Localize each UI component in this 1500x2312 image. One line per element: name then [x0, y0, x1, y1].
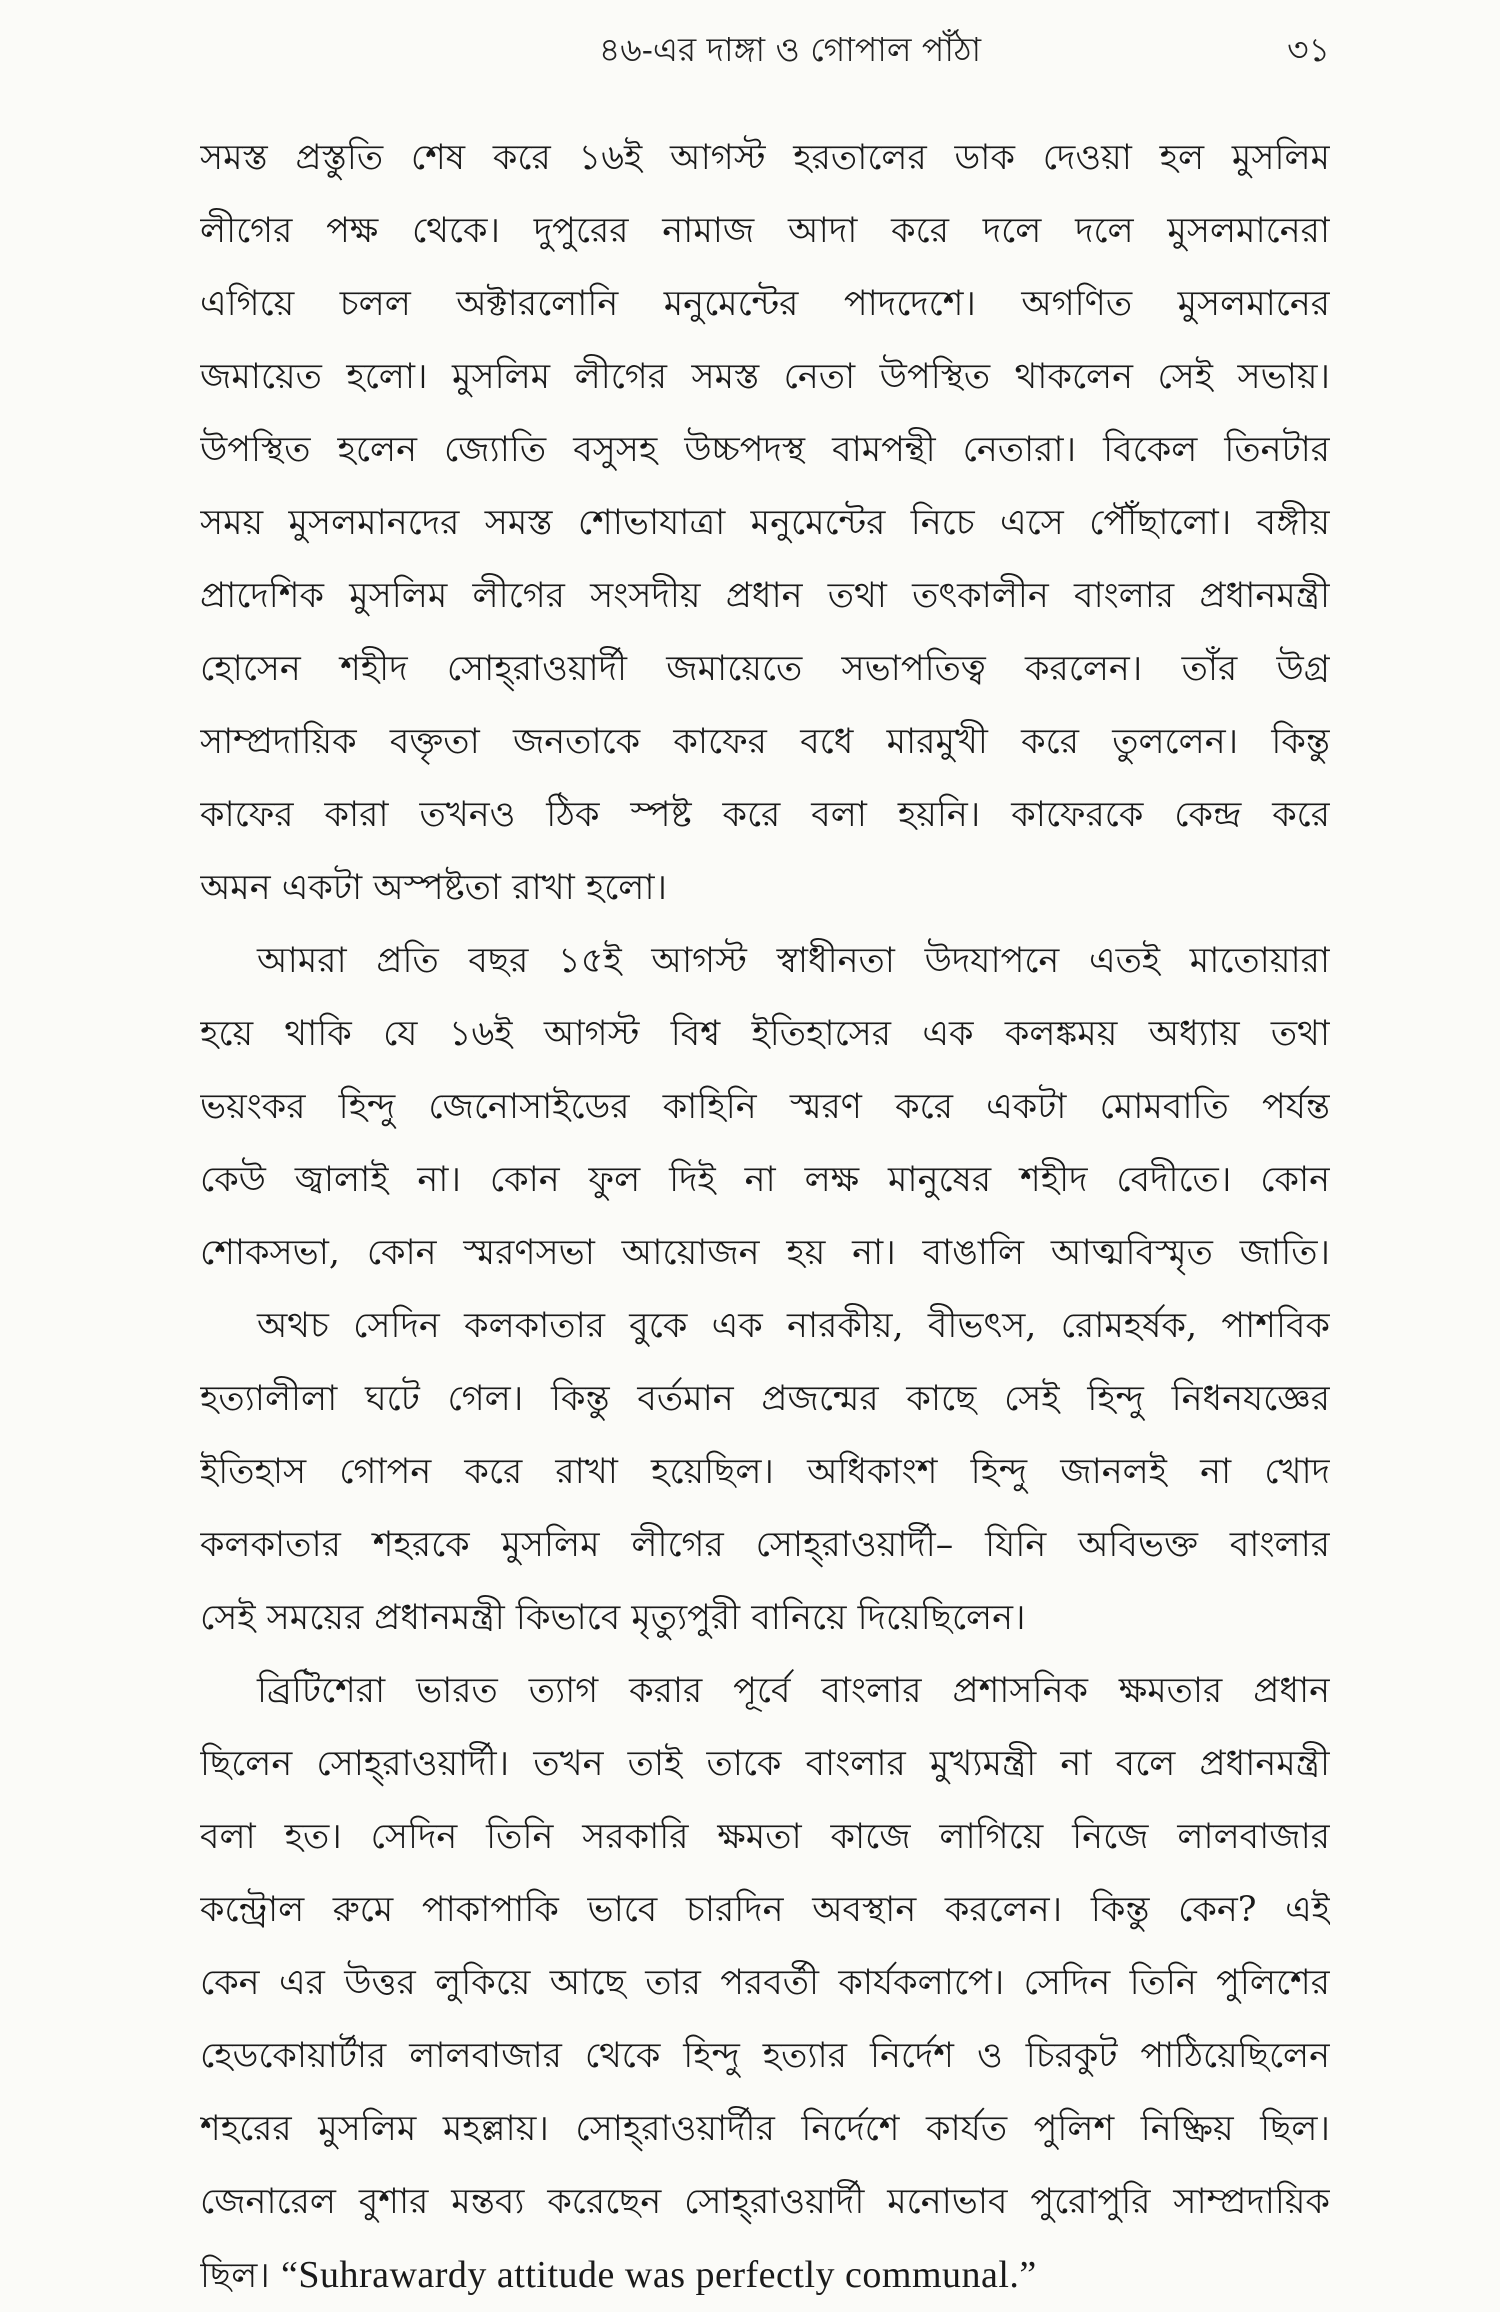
text-line: অমন একটা অস্পষ্টতা রাখা হলো।: [200, 868, 668, 908]
text-line: হেডকোয়ার্টার লালবাজার থেকে হিন্দু হত্যার নির্দেশ ও চিরকুট পাঠিয়েছিলেন: [200, 2036, 1330, 2076]
line-prefix: ছিল।: [200, 2256, 281, 2296]
text-line: ব্রিটিশেরা ভারত ত্যাগ করার পূর্বে বাংলার প্রশাসনিক ক্ষমতার প্রধান: [257, 1671, 1330, 1711]
paragraph-3: [200, 1290, 1330, 1655]
text-line: জেনারেল বুশার মন্তব্য করেছেন সোহ্‌রাওয়ার্দী মনোভাব পুরোপুরি সাম্প্রদায়িক: [200, 2182, 1330, 2222]
text-line: হত্যালীলা ঘটে গেল। কিন্তু বর্তমান প্রজন্মের কাছে সেই হিন্দু নিধনযজ্ঞের: [200, 1379, 1330, 1419]
body-text: [200, 122, 1330, 2296]
text-line: কলকাতার শহরকে মুসলিম লীগের সোহ্‌রাওয়ার্দী– যিনি অবিভক্ত বাংলার: [200, 1525, 1330, 1565]
text-line: প্রাদেশিক মুসলিম লীগের সংসদীয় প্রধান তথা তৎকালীন বাংলার প্রধানমন্ত্রী: [200, 576, 1330, 616]
page-number: ৩১: [1287, 30, 1330, 69]
text-line: অথচ সেদিন কলকাতার বুকে এক নারকীয়, বীভৎস, রোমহর্ষক, পাশবিক: [257, 1306, 1330, 1346]
text-line: সেই সময়ের প্রধানমন্ত্রী কিভাবে মৃত্যুপুরী বানিয়ে দিয়েছিলেন।: [200, 1598, 1026, 1638]
text-line: লীগের পক্ষ থেকে। দুপুরের নামাজ আদা করে দলে দলে মুসলমানেরা: [200, 211, 1330, 251]
text-line: ছিলেন সোহ্‌রাওয়ার্দী। তখন তাই তাকে বাংলার মুখ্যমন্ত্রী না বলে প্রধানমন্ত্রী: [200, 1744, 1330, 1784]
text-line: সময় মুসলমানদের সমস্ত শোভাযাত্রা মনুমেন্টের নিচে এসে পৌঁছালো। বঙ্গীয়: [200, 503, 1330, 543]
text-line: ইতিহাস গোপন করে রাখা হয়েছিল। অধিকাংশ হিন্দু জানলই না খোদ: [200, 1452, 1330, 1492]
running-title: ৪৬-এর দাঙ্গা ও গোপাল পাঁঠা: [598, 30, 982, 69]
text-line: বলা হত। সেদিন তিনি সরকারি ক্ষমতা কাজে লাগিয়ে নিজে লালবাজার: [200, 1817, 1330, 1857]
english-quote: “Suhrawardy attitude was perfectly communal.”: [280, 2254, 1037, 2296]
text-line: [200, 2239, 1330, 2312]
text-line: হয়ে থাকি যে ১৬ই আগস্ট বিশ্ব ইতিহাসের এক কলঙ্কময় অধ্যায় তথা: [200, 1014, 1330, 1054]
text-line: আমরা প্রতি বছর ১৫ই আগস্ট স্বাধীনতা উদযাপনে এতই মাতোয়ারা: [257, 941, 1330, 981]
text-line: উপস্থিত হলেন জ্যোতি বসুসহ উচ্চপদস্থ বামপন্থী নেতারা। বিকেল তিনটার: [200, 430, 1330, 470]
text-line: জমায়েত হলো। মুসলিম লীগের সমস্ত নেতা উপস্থিত থাকলেন সেই সভায়।: [200, 357, 1330, 397]
text-line: কাফের কারা তখনও ঠিক স্পষ্ট করে বলা হয়নি। কাফেরকে কেন্দ্র করে: [200, 795, 1330, 835]
text-line: শোকসভা, কোন স্মরণসভা আয়োজন হয় না। বাঙালি আত্মবিস্মৃত জাতি।: [200, 1233, 1330, 1273]
text-line: কেউ জ্বালাই না। কোন ফুল দিই না লক্ষ মানুষের শহীদ বেদীতে। কোন: [200, 1160, 1330, 1200]
text-line: এগিয়ে চলল অক্টারলোনি মনুমেন্টের পাদদেশে। অগণিত মুসলমানের: [200, 284, 1330, 324]
text-line: কন্ট্রোল রুমে পাকাপাকি ভাবে চারদিন অবস্থান করলেন। কিন্তু কেন? এই: [200, 1890, 1330, 1930]
text-line: শহরের মুসলিম মহল্লায়। সোহ্‌রাওয়ার্দীর নির্দেশে কার্যত পুলিশ নিষ্ক্রিয় ছিল।: [200, 2109, 1330, 2149]
paragraph-1: [200, 122, 1330, 925]
paragraph-4: [200, 1655, 1330, 2312]
paragraph-2: [200, 925, 1330, 1290]
text-line: কেন এর উত্তর লুকিয়ে আছে তার পরবর্তী কার্যকলাপে। সেদিন তিনি পুলিশের: [200, 1963, 1330, 2003]
text-line: হোসেন শহীদ সোহ্‌রাওয়ার্দী জমায়েতে সভাপতিত্ব করলেন। তাঁর উগ্র: [200, 649, 1330, 689]
text-line: ভয়ংকর হিন্দু জেনোসাইডের কাহিনি স্মরণ করে একটা মোমবাতি পর্যন্ত: [200, 1087, 1330, 1127]
text-line: সাম্প্রদায়িক বক্তৃতা জনতাকে কাফের বধে মারমুখী করে তুললেন। কিন্তু: [200, 722, 1330, 762]
text-line: সমস্ত প্রস্তুতি শেষ করে ১৬ই আগস্ট হরতালের ডাক দেওয়া হল মুসলিম: [200, 138, 1330, 178]
